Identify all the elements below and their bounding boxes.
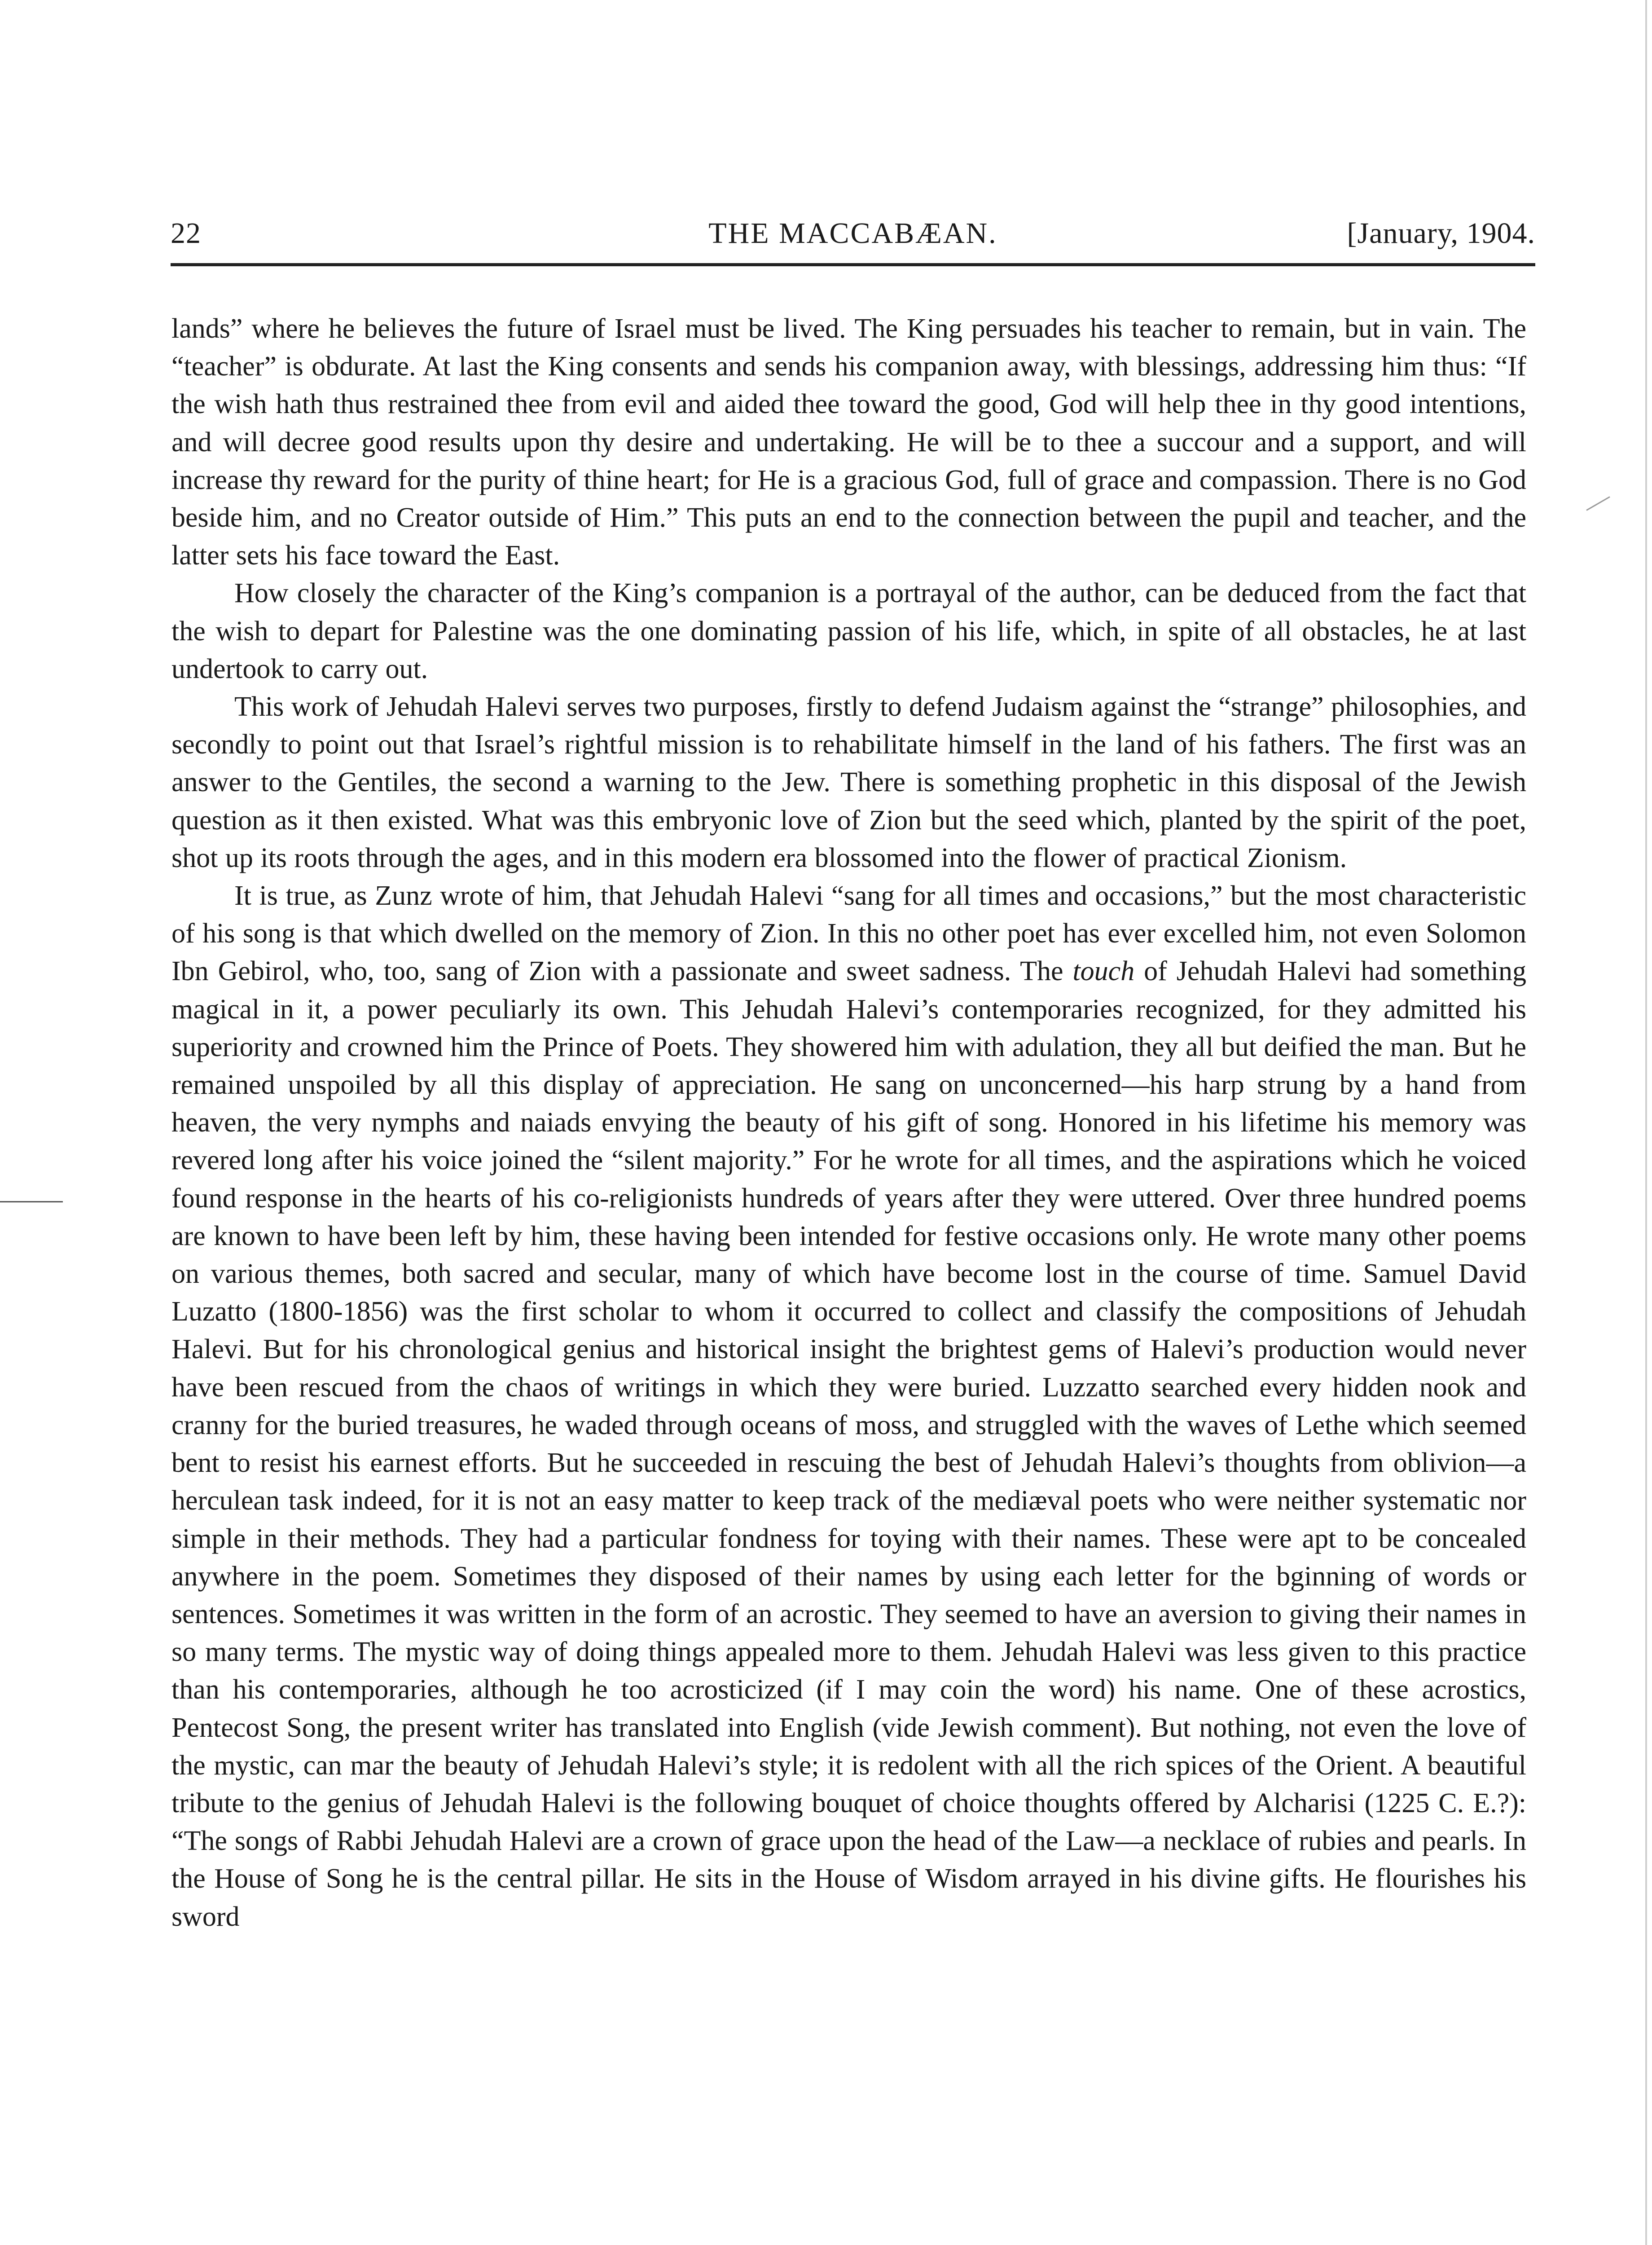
- paragraph-4: [171, 877, 1526, 1936]
- page-header: [171, 207, 1535, 261]
- italic-word: touch: [1072, 956, 1135, 987]
- margin-mark: [1645, 0, 1647, 2245]
- paragraph-2: How closely the character of the King’s companion is a portrayal of the author, can be deduced from the fact that the wish to depart for Palestine was the one dominating passion of his life, which, in spite of all obstacles, he at last undertook to carry out.: [171, 578, 1526, 684]
- issue-date: [January, 1904.: [1347, 217, 1535, 250]
- article-body: [171, 310, 1526, 1936]
- margin-mark: [1586, 496, 1610, 511]
- paragraph-4-lead: It is true, as Zunz wrote of him, that Jehudah Halevi “sang for all times and occasions,” but the most characteristic of his song is that which dwelled on the memory of Zion. In this no other poet has ever excelled him, not even Solomon Ibn Gebirol, who, too, sang of Zion with a passionate and sweet sadness. The: [171, 880, 1526, 987]
- journal-title: THE MACCABÆAN.: [708, 217, 997, 250]
- paragraph-1: lands” where he believes the future of Israel must be lived. The King persuades his teacher to remain, but in vain. The “teacher” is obdurate. At last the King consents and sends his companion away, with blessings, addressing him thus: “If the wish hath thus restrained thee from evil and aided thee toward the good, God will help thee in thy good intentions, and will decree good results upon thy desire and undertaking. He will be to thee a succour and a support, and will increase thy reward for the purity of thine heart; for He is a gracious God, full of grace and compassion. There is no God beside him, and no Creator outside of Him.” This puts an end to the connection between the pupil and teacher, and the latter sets his face toward the East.: [171, 313, 1526, 571]
- page-number: 22: [171, 217, 201, 250]
- margin-mark: [0, 1201, 63, 1202]
- paragraph-4-rest: of Jehudah Halevi had something magical in it, a power peculiarly its own. This Jehudah Halevi’s contemporaries recognized, for they admitted his superiority and crowned him the Prince of Poets. They showered him with adulation, they all but deified the man. But he remained unspoiled by all this display of appreciation. He sang on unconcerned—his harp strung by a hand from heaven, the very nymphs and naiads envying the beauty of his gift of song. Honored in his lifetime his memory was revered long after his voice joined the “silent majority.” For he wrote for all times, and the aspirations which he voiced found response in the hearts of his co-religionists hundreds of years after they were uttered. Over three hundred poems are known to have been left by him, these having been intended for festive occasions only. He wrote many other poems on various themes, both sacred and secular, many of which have become lost in the course of time. Samuel David Luzatto (1800-1856) was the first scholar to whom it occurred to collect and classify the compositions of Jehudah Halevi. But for his chronological genius and historical insight the brightest gems of Halevi’s production would never have been rescued from the chaos of writings in which they were buried. Luzzatto searched every hidden nook and cranny for the buried treasures, he waded through oceans of moss, and struggled with the waves of Lethe which seemed bent to resist his earnest efforts. But he succeeded in rescuing the best of Jehudah Halevi’s thoughts from oblivion—a herculean task indeed, for it is not an easy matter to keep track of the mediæval poets who were neither systematic nor simple in their methods. They had a particular fondness for toying with their names. These were apt to be concealed anywhere in the poem. Sometimes they disposed of their names by using each letter for the bginning of words or sentences. Sometimes it was written in the form of an acrostic. They seemed to have an aversion to giving their names in so many terms. The mystic way of doing things appealed more to them. Jehudah Halevi was less given to this practice than his contemporaries, although he too acrosticized (if I may coin the word) his name. One of these acrostics, Pentecost Song, the present writer has translated into English (vide Jewish comment). But nothing, not even the love of the mystic, can mar the beauty of Jehudah Halevi’s style; it is redolent with all the rich spices of the Orient. A beautiful tribute to the genius of Jehudah Halevi is the following bouquet of choice thoughts offered by Alcharisi (1225 C. E.?): “The songs of Rabbi Jehudah Halevi are a crown of grace upon the head of the Law—a necklace of rubies and pearls. In the House of Song he is the central pillar. He sits in the House of Wisdom arrayed in his divine gifts. He flourishes his sword: [171, 956, 1526, 1932]
- paragraph-3: This work of Jehudah Halevi serves two purposes, firstly to defend Judaism against the “strange” philosophies, and secondly to point out that Israel’s rightful mission is to rehabilitate himself in the land of his fathers. The first was an answer to the Gentiles, the second a warning to the Jew. There is something prophetic in this disposal of the Jewish question as it then existed. What was this embryonic love of Zion but the seed which, planted by the spirit of the poet, shot up its roots through the ages, and in this modern era blossomed into the flower of practical Zionism.: [171, 691, 1526, 873]
- header-rule: [171, 263, 1535, 266]
